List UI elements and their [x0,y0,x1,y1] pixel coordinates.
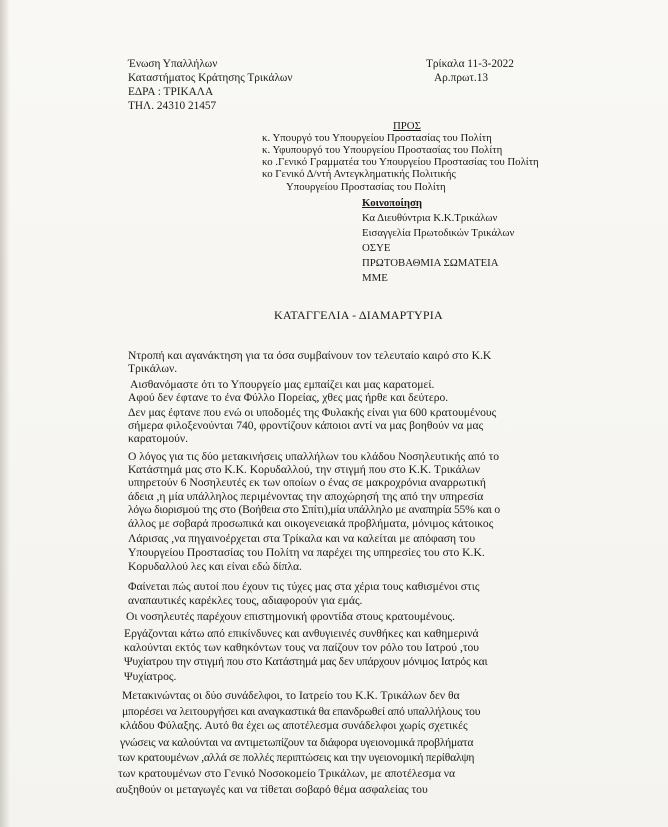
body-line: καρατομούν. [128,432,189,445]
body-line: Αφού δεν έφτανε το ένα Φύλλο Πορείας, χθες μας ήρθε και δεύτερο. [128,391,449,404]
protocol-number: Αρ.πρωτ.13 [434,72,489,84]
sender-line: ΤΗΛ. 24310 21457 [128,100,217,112]
body-line: μπορέσει να λειτουργήσει και αναγκαστικά θα επανδρωθεί από υπαλλήλους του [122,705,481,718]
body-line: Ο λόγος για τις δύο μετακινήσεις υπαλλήλων του κλάδου Νοσηλευτικής από το [128,450,500,463]
cc-line: ΟΣΥΕ [362,242,391,254]
body-line: άδεια ,η μία υπάλληλος περιμένοντας την αποχώρησή της από την υπηρεσία [128,490,484,503]
body-line: Εργάζονται κάτω από επικίνδυνες και ανθυγιεινές συνθήκες και καθημερινά [124,627,479,640]
body-line: Ψυχίατρου την στιγμή που στο Κατάστημά μας δεν υπάρχουν μόνιμος Ιατρός και [124,655,488,668]
body-line: σήμερα φιλοξενούνται 740, φροντίζουν κάποιοι αντί να μας βοηθούν να μας [128,419,484,432]
document-date: Τρίκαλα 11-3-2022 [426,58,514,70]
body-line: καλούνται εκτός των καθηκόντων τους να παίζουν τον ρόλο του Ιατρού ,του [124,641,480,654]
body-line: των κρατουμένων ,αλλά σε πολλές περιπτώσεις και την υγειονομική περίθαλψη [118,751,475,764]
document-title: ΚΑΤΑΓΓΕΛΙΑ - ΔΙΑΜΑΡΤΥΡΙΑ [274,308,443,322]
body-line: Δεν μας έφτανε που ενώ οι υποδομές της Φυλακής είναι για 600 κρατουμένους [128,406,497,419]
body-line: Τρικάλων. [128,362,178,375]
recipient-line: κ. Υφυπουργό του Υπουργείου Προστασίας του Πολίτη [262,144,503,156]
page-edge-shadow [0,0,10,827]
body-line: Μετακινώντας οι δύο συνάδελφοι, το Ιατρείο του Κ.Κ. Τρικάλων δεν θα [122,689,460,702]
cc-line: ΜΜΕ [362,272,388,284]
cc-line: ΠΡΩΤΟΒΑΘΜΙΑ ΣΩΜΑΤΕΙΑ [362,257,499,269]
body-line: Ντροπή και αγανάκτηση για τα όσα συμβαίνουν τον τελευταίο καιρό στο Κ.Κ [128,349,492,362]
cc-line: Εισαγγελία Πρωτοδικών Τρικάλων [362,227,515,239]
body-line: Ψυχίατρος. [124,670,177,683]
recipient-line: κο Γενικό Δ/ντή Αντεγκληματικής Πολιτικής [262,168,456,180]
body-line: Λάρισας ,να πηγαινοέρχεται στα Τρίκαλα και να καλείται με απόφαση του [128,532,476,545]
cc-heading: Κοινοποίηση [362,197,422,209]
recipient-line: κο .Γενικό Γραμματέα του Υπουργείου Προστασίας του Πολίτη [262,156,539,168]
sender-line: ΕΔΡΑ : ΤΡΙΚΑΛΑ [128,86,214,98]
body-line: των κρατουμένων στο Γενικό Νοσοκομείο Τρικάλων, με αποτέλεσμα να [118,767,456,780]
body-line: αυξηθούν οι μεταγωγές και να τίθεται σοβαρό θέμα ασφαλείας του [116,783,428,796]
body-line: Οι νοσηλευτές παρέχουν επιστημονική φροντίδα στους κρατουμένους. [126,610,456,623]
body-line: Κατάστημά μας στο Κ.Κ. Κορυδαλλού, την στιγμή που στο Κ.Κ. Τρικάλων [128,463,481,476]
body-line: λόγω διορισμού της στο (Βοήθεια στο Σπίτι),μία υπάλληλο με αναπηρία 55% και ο [128,503,500,516]
recipients-heading: ΠΡΟΣ [393,120,421,132]
body-line: γνώσεις να καλούνται να αντιμετωπίζουν τα διάφορα υγειονομικά προβλήματα [120,736,474,749]
body-line: Φαίνεται πώς αυτοί που έχουν τις τύχες μας στα χέρια τους καθισμένοι στις [128,580,480,593]
recipient-line: Υπουργείου Προστασίας του Πολίτη [286,181,446,193]
body-line: άλλος με σοβαρά προσωπικά και οικογενειακά προβλήματα, μόνιμος κάτοικος [128,517,494,530]
cc-line: Κα Διευθύντρια Κ.Κ.Τρικάλων [362,212,498,224]
body-line: Κορυδαλλού λες και είναι εδώ δίπλα. [128,560,302,573]
body-line: Αισθανόμαστε ότι το Υπουργείο μας εμπαίζει και μας καρατομεί. [130,378,435,391]
recipient-line: κ. Υπουργό του Υπουργείου Προστασίας του Πολίτη [262,132,492,144]
body-line: υπηρετούν 6 Νοσηλευτές εκ των οποίων ο ένας σε μακροχρόνια αναρρωτική [128,476,486,489]
sender-line: Ένωση Υπαλλήλων [128,58,218,70]
sender-line: Καταστήματος Κράτησης Τρικάλων [128,72,293,84]
body-line: Υπουργείου Προστασίας του Πολίτη να παρέχει της υπηρεσίες του στο Κ.Κ. [128,546,485,559]
body-line: κλάδου Φύλαξης. Αυτό θα έχει ως αποτέλεσμα συνάδελφοι χωρίς σχετικές [120,719,468,732]
body-line: αναπαυτικές καρέκλες τους, αδιαφορούν για εμάς. [128,594,363,607]
